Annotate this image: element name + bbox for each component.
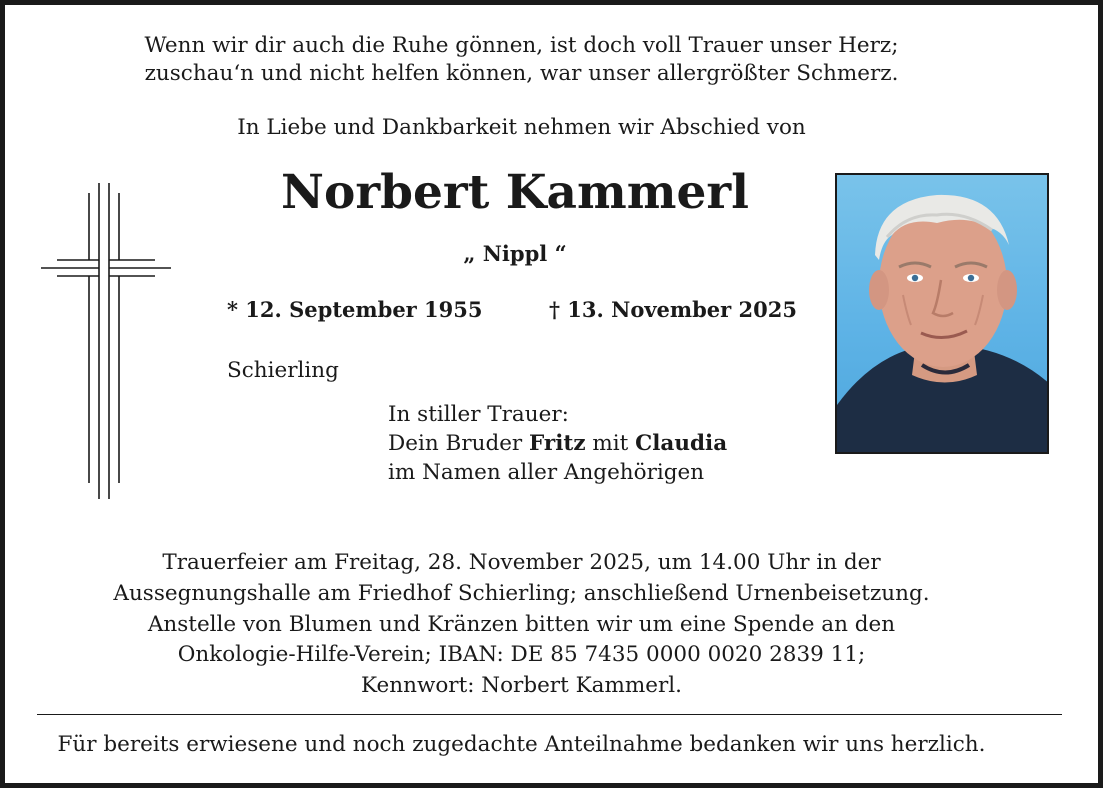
mourners-connector: mit (585, 431, 636, 456)
portrait-photo (835, 173, 1049, 454)
place-of-residence: Schierling (227, 358, 339, 383)
cross-icon (41, 183, 171, 505)
deceased-nickname: „ Nippl “ (463, 241, 567, 266)
mourners-family (388, 431, 727, 457)
poem-line-1: Wenn wir dir auch die Ruhe gönnen, ist doch voll Trauer unser Herz; (144, 33, 899, 58)
service-info-line-4: Onkologie-Hilfe-Verein; IBAN: DE 85 7435 0000 0020 2839 11; (177, 642, 866, 667)
death-date: † 13. November 2025 (549, 297, 797, 322)
mourners-heading: In stiller Trauer: (388, 402, 569, 427)
thanks-line: Für bereits erwiesene und noch zugedachte Anteilnahme bedanken wir uns herzlich. (57, 732, 986, 757)
farewell-line: In Liebe und Dankbarkeit nehmen wir Abschied von (237, 115, 806, 140)
mourners-relatives: im Namen aller Angehörigen (388, 460, 705, 485)
service-info-line-2: Aussegnungshalle am Friedhof Schierling; anschließend Urnenbeisetzung. (113, 581, 930, 606)
birth-date: * 12. September 1955 (227, 297, 483, 322)
service-info-line-3: Anstelle von Blumen und Kränzen bitten wir um eine Spende an den (147, 612, 896, 637)
service-info-line-5: Kennwort: Norbert Kammerl. (361, 673, 682, 698)
deceased-name: Norbert Kammerl (281, 165, 749, 220)
portrait-illustration (837, 175, 1049, 454)
mourner-name-2: Claudia (635, 431, 728, 456)
mourner-name-1: Fritz (529, 431, 586, 456)
mourners-prefix: Dein Bruder (388, 431, 530, 456)
service-info-line-1: Trauerfeier am Freitag, 28. November 2025, um 14.00 Uhr in der (162, 550, 881, 575)
poem-line-2: zuschau‘n und nicht helfen können, war unser allergrößter Schmerz. (144, 61, 899, 86)
divider (37, 714, 1062, 715)
